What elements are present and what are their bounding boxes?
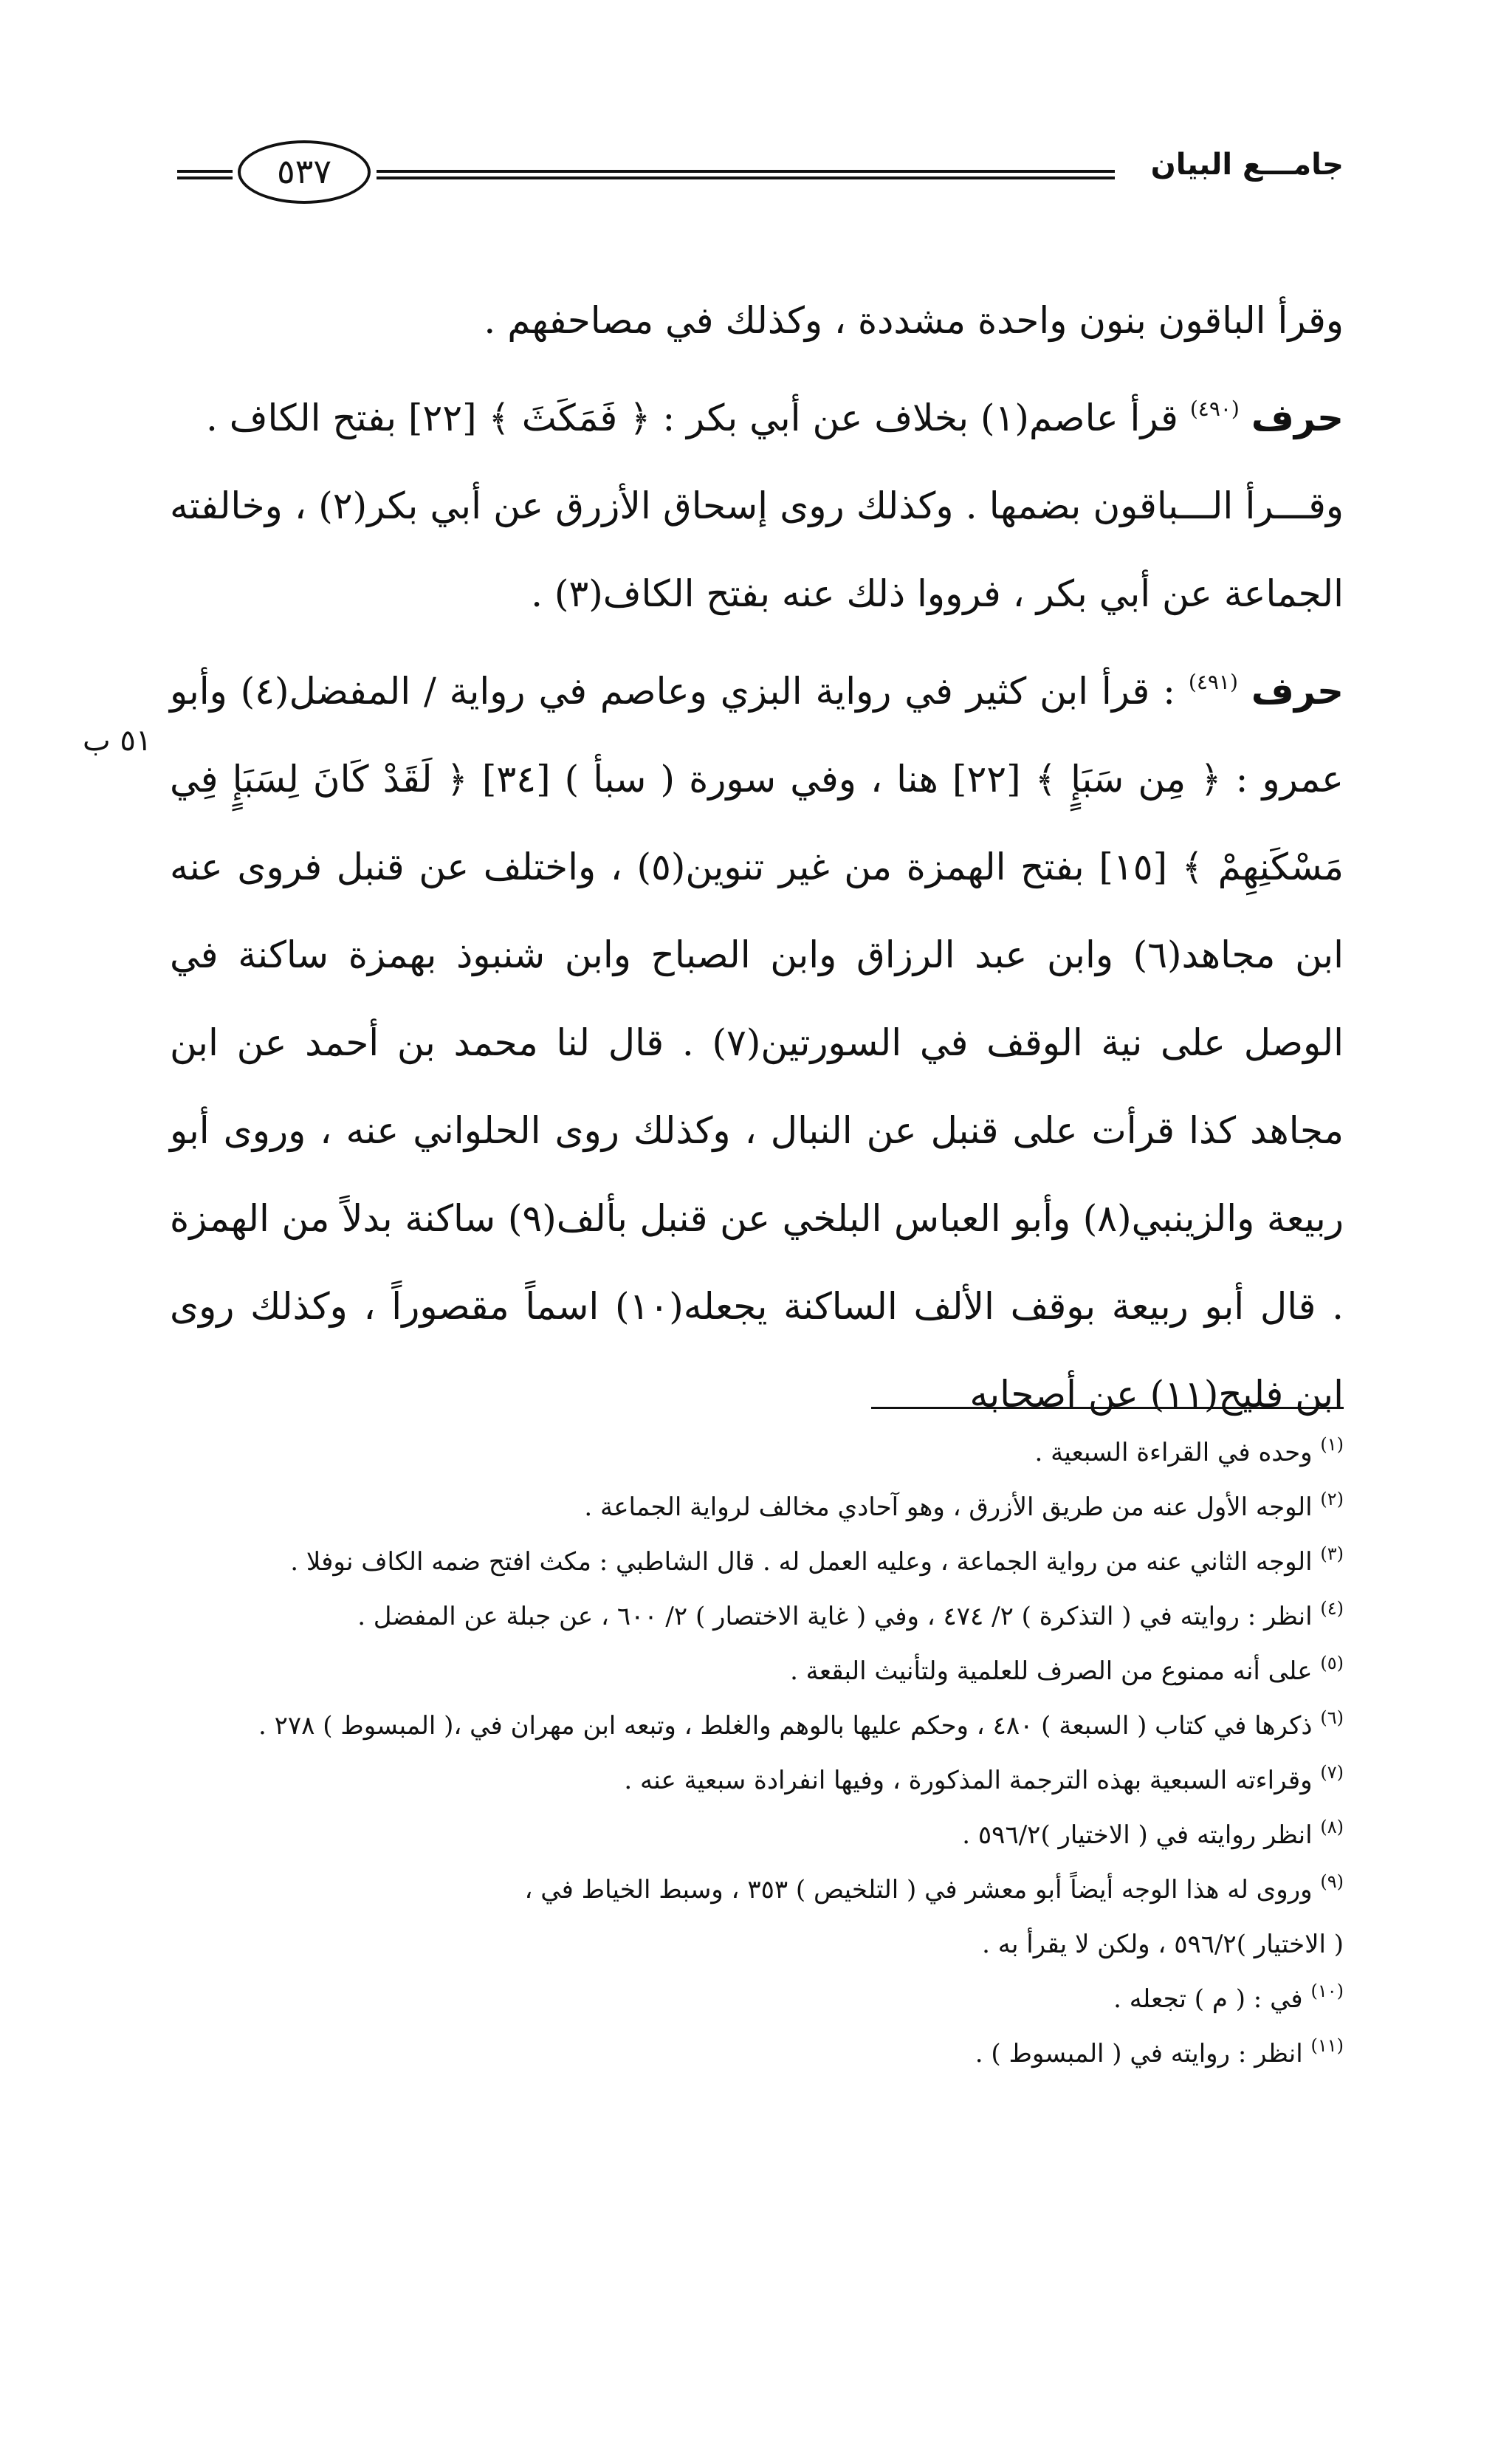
paragraph-3: وقـــرأ الـــباقون بضمها . وكذلك روى إسحاق الأزرق عن أبي بكر(٢) ، وخالفته الجماعة عن أبي بكر ، فرووا ذلك عنه بفتح الكاف(٣) . — [170, 484, 1344, 615]
footnote-number: (٥) — [1320, 1653, 1344, 1673]
footnote-number: (٣) — [1320, 1543, 1344, 1564]
footnote — [170, 1476, 1344, 1531]
footnote-text: انظر روايته في ( الاختيار )٥٩٦/٢ . — [962, 1820, 1313, 1850]
footnote-number: (٨) — [1320, 1817, 1344, 1837]
footnote — [170, 1859, 1344, 1913]
footnote — [170, 1586, 1344, 1640]
footnote-number: (٤) — [1320, 1598, 1344, 1619]
footnote — [170, 1531, 1344, 1586]
footnote-number: (٢) — [1320, 1489, 1344, 1509]
footnote — [170, 1968, 1344, 2023]
footnote-number: (١١) — [1310, 2035, 1344, 2056]
footnote-text: وقراءته السبعية بهذه الترجمة المذكورة ، وفيها انفرادة سبعية عنه . — [624, 1766, 1313, 1795]
footnote-number: (١) — [1320, 1434, 1344, 1455]
running-title: جامـــع البيان — [1150, 148, 1344, 182]
entry-490-label: حرف — [1251, 397, 1344, 439]
entry-491 — [170, 638, 1344, 1439]
entry-491-number: (٤٩١) — [1188, 670, 1238, 694]
margin-note: ٥١ ب — [83, 724, 152, 758]
footnote-text: ( الاختيار )٥٩٦/٢ ، ولكن لا يقرأ به . — [982, 1930, 1344, 1959]
footnotes — [170, 1422, 1344, 2077]
footnote — [170, 1749, 1344, 1804]
page-header — [177, 133, 1344, 214]
footnote-text: انظر : روايته في ( المبسوط ) . — [975, 2039, 1303, 2068]
entry-490-number: (٤٩٠) — [1189, 397, 1240, 421]
footnote-text: ذكرها في كتاب ( السبعة ) ٤٨٠ ، وحكم عليها بالوهم والغلط ، وتبعه ابن مهران في ،( المبسوط ) ٢٧٨ . — [258, 1711, 1313, 1741]
footnote-text: الوجه الأول عنه من طريق الأزرق ، وهو آحادي مخالف لرواية الجماعة . — [584, 1492, 1313, 1522]
entry-491-text: : قرأ ابن كثير في رواية البزي وعاصم في رواية / المفضل(٤) وأبو عمرو : ﴿ مِن سَبَإٍ ﴾ [٢٢] هنا ، وفي سورة ( سبأ ) [٣٤] ﴿ لَقَدْ كَانَ لِسَبَإٍ فِي مَسْكَنِهِمْ ﴾ [١٥] بفتح الهمزة من غير تنوين(٥) ، واختلف عن قنبل فروى عنه ابن مجاهد(٦) وابن عبد الرزاق وابن الصباح وابن شنبوذ بهمزة ساكنة في الوصل على نية الوقف في السورتين(٧) . قال لنا محمد بن أحمد عن ابن مجاهد كذا قرأت على قنبل عن النبال ، وكذلك روى الحلواني عنه ، وروى أبو ربيعة والزينبي(٨) وأبو العباس البلخي عن قنبل بألف(٩) ساكنة بدلاً من الهمزة . قال أبو ربيعة بوقف الألف الساكنة يجعله(١٠) اسماً مقصوراً ، وكذلك روى ابن فليح(١١) عن أصحابه — [170, 670, 1344, 1416]
footnote — [170, 1695, 1344, 1749]
footnote-text: في : ( م ) تجعله . — [1113, 1984, 1303, 2014]
entry-490-text: قرأ عاصم(١) بخلاف عن أبي بكر : ﴿ فَمَكَثَ ﴾ [٢٢] بفتح الكاف . — [205, 397, 1178, 439]
header-rule-right — [377, 170, 1115, 179]
paragraph-1: وقرأ الباقون بنون واحدة مشددة ، وكذلك في مصاحفهم . — [484, 299, 1344, 342]
footnote — [170, 1422, 1344, 1476]
entry-491-label: حرف — [1251, 670, 1344, 713]
footnote-text: وحده في القراءة السبعية . — [1034, 1438, 1313, 1467]
footnote — [170, 2023, 1344, 2077]
entry-490 — [170, 365, 1344, 462]
footnote-number: (١٠) — [1310, 1981, 1344, 2001]
footnote-number: (٦) — [1320, 1707, 1344, 1728]
footnote-continuation — [170, 1913, 1344, 1968]
main-text — [170, 277, 1344, 1439]
footnote-text: الوجه الثاني عنه من رواية الجماعة ، وعليه العمل له . قال الشاطبي : مكث افتح ضمه الكاف نوفلا . — [290, 1547, 1313, 1577]
footnote — [170, 1640, 1344, 1695]
page-number: ٥٣٧ — [238, 140, 371, 204]
footnote-text: وروى له هذا الوجه أيضاً أبو معشر في ( التلخيص ) ٣٥٣ ، وسبط الخياط في ، — [524, 1875, 1313, 1905]
footnote — [170, 1804, 1344, 1859]
footnote-number: (٧) — [1320, 1762, 1344, 1783]
footnote-separator — [871, 1407, 1344, 1409]
footnote-text: انظر : روايته في ( التذكرة ) ٢/ ٤٧٤ ، وفي ( غاية الاختصار ) ٢/ ٦٠٠ ، عن جبلة عن المفضل . — [357, 1602, 1313, 1631]
footnote-text: على أنه ممنوع من الصرف للعلمية ولتأنيث البقعة . — [790, 1656, 1313, 1686]
header-rule-left — [177, 170, 233, 179]
footnote-number: (٩) — [1320, 1871, 1344, 1892]
